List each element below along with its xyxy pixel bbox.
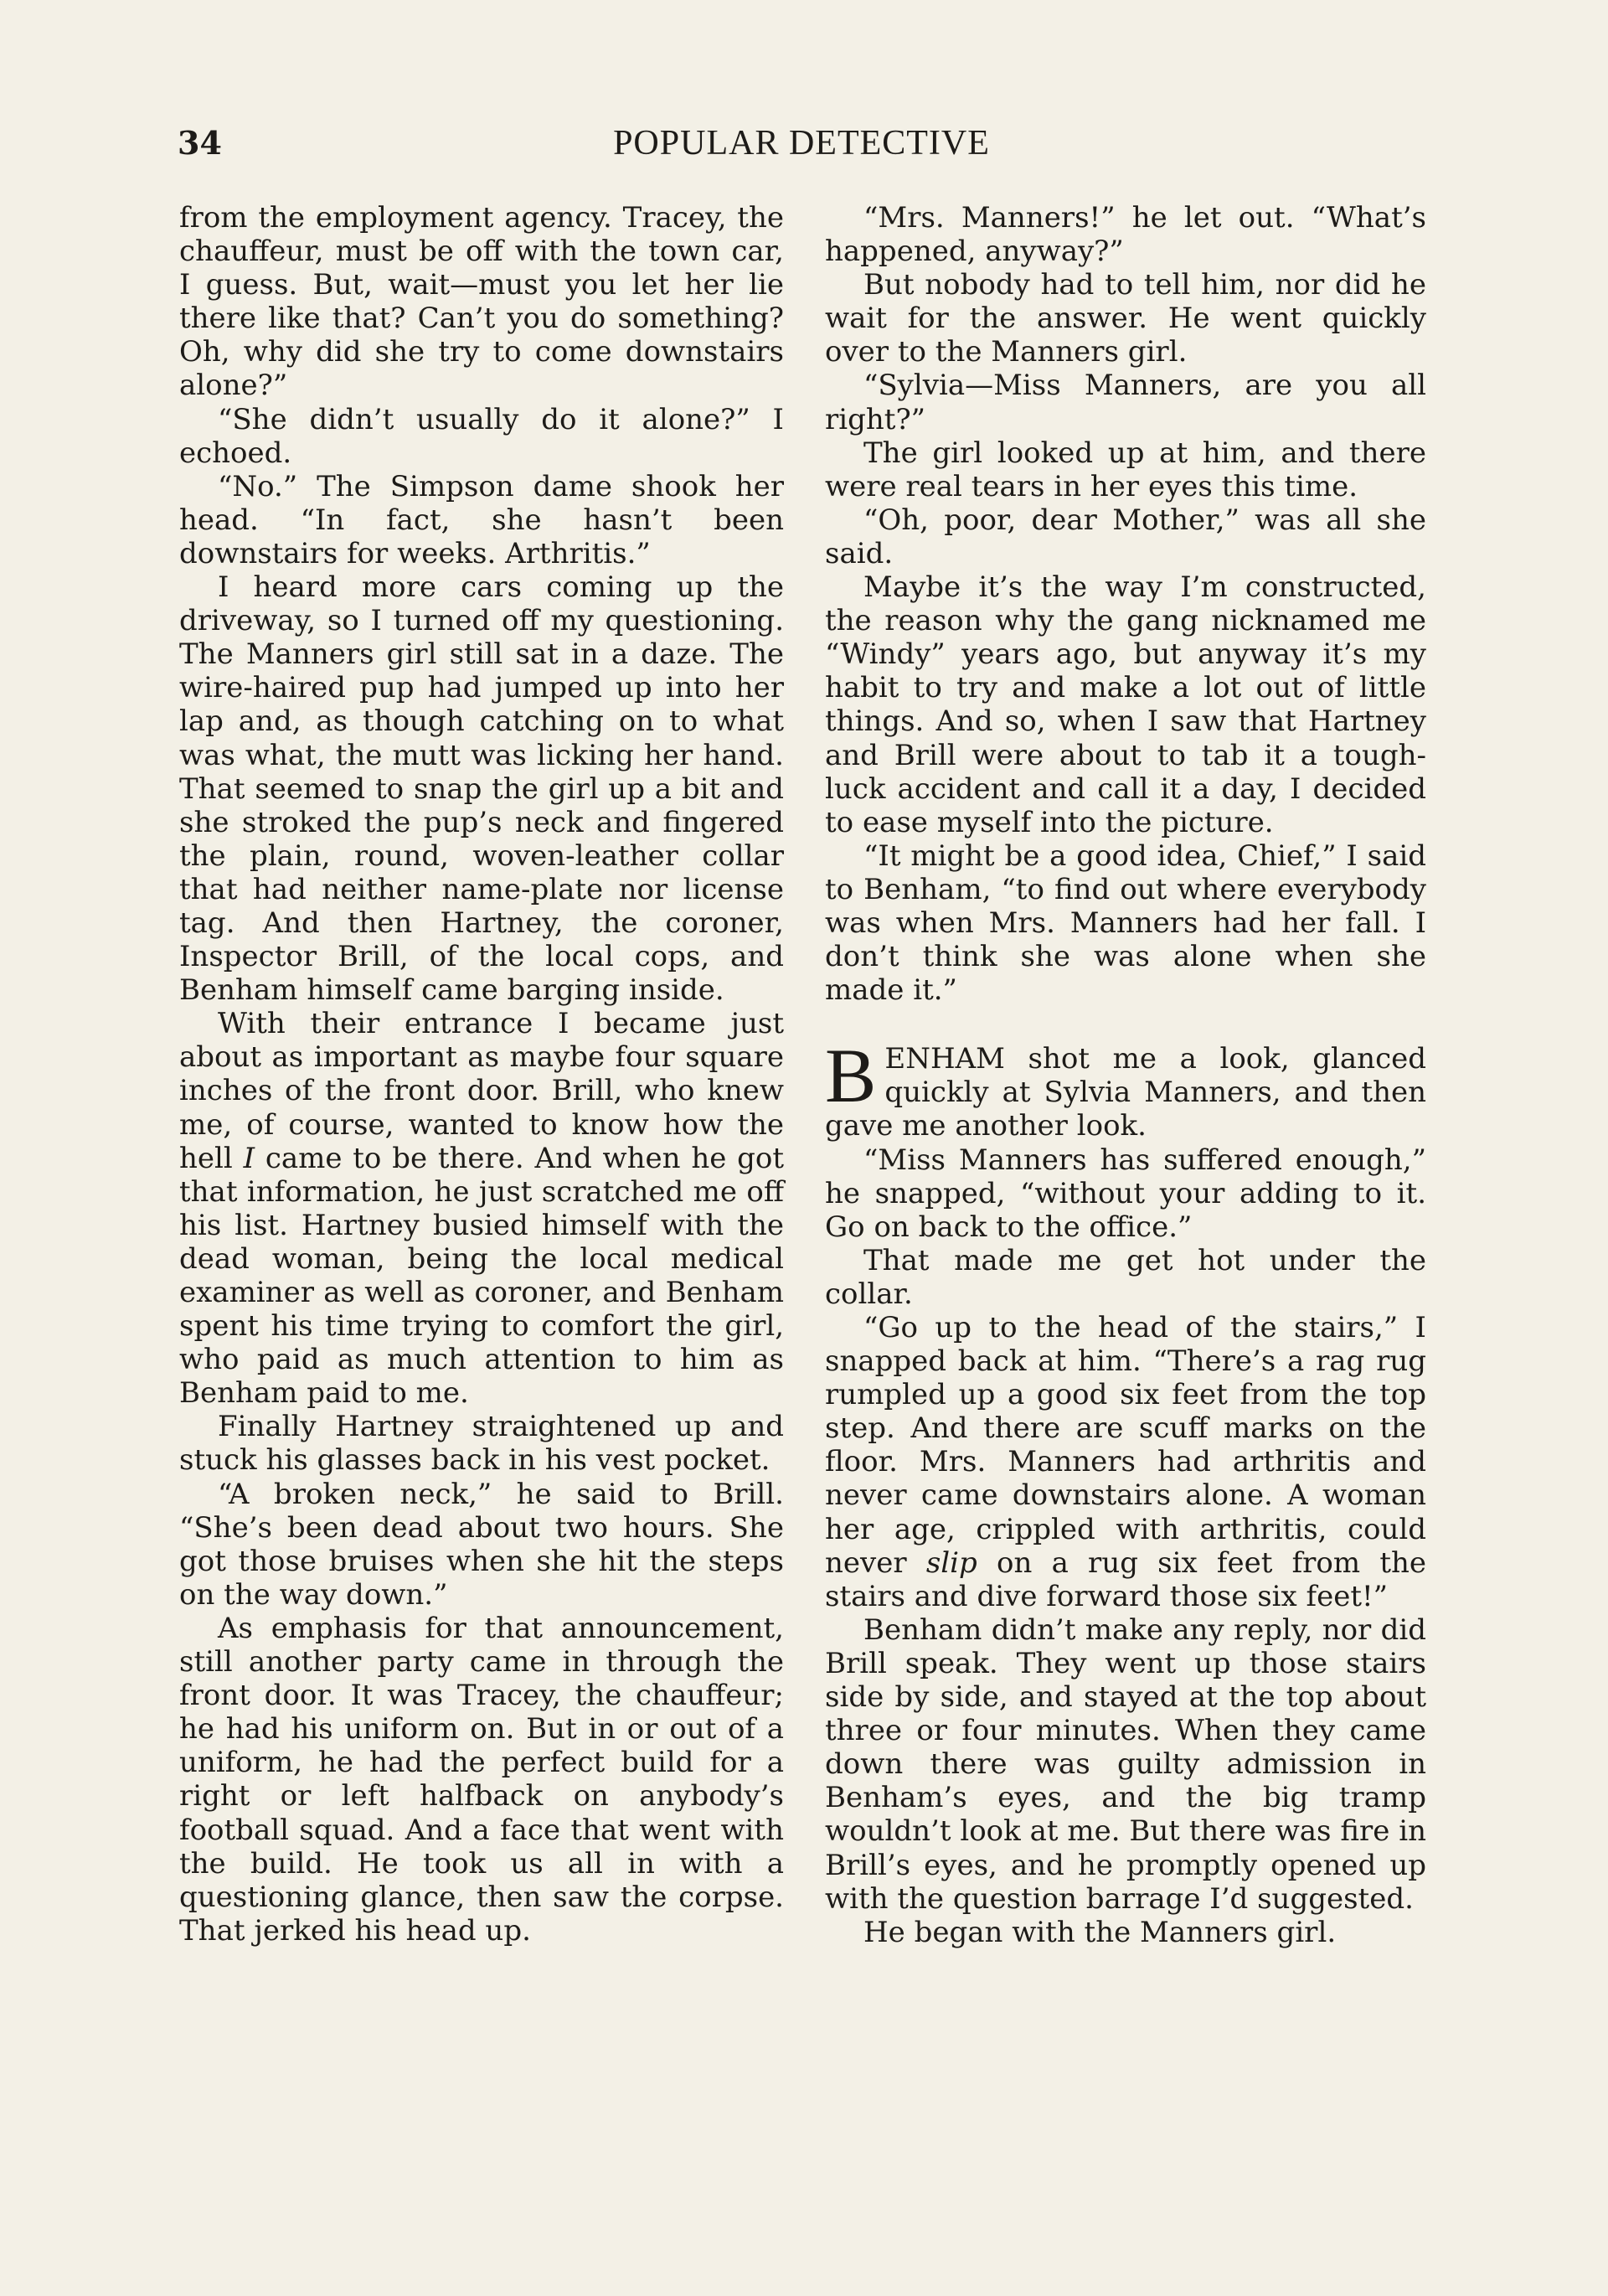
running-head: POPULAR DETECTIVE xyxy=(613,124,990,163)
small-caps-lead: ENHAM xyxy=(884,1042,1005,1076)
paragraph: He began with the Manners girl. xyxy=(863,1915,1337,1949)
text-run: on a rug six feet from the stairs and dive forward those six feet!” xyxy=(825,1545,1427,1613)
italic-word: slip xyxy=(925,1545,977,1580)
page-header xyxy=(178,122,1425,173)
paragraph: from the employment agency. Tracey, the chauffeur, must be off with the town car, I guess. But, wait—must you let her lie there like that? Can’t you do something? Oh, why did she try to come downstairs alone?” xyxy=(179,201,784,403)
paragraph: “It might be a good idea, Chief,” I said to Benham, “to find out where everybody was when Mrs. Manners had her fall. I don’t think she was alone when she made it.” xyxy=(825,838,1426,1008)
paragraph: “Sylvia—Miss Manners, are you all right?” xyxy=(825,369,1426,436)
paragraph: “A broken neck,” he said to Brill. “She’s been dead about two hours. She got those bruises when she hit the steps on the way down.” xyxy=(179,1477,784,1612)
paragraph: Maybe it’s the way I’m constructed, the reason why the gang nicknamed me “Windy” years ago, but anyway it’s my habit to try and make a lot out of little things. And so, when I saw that Hartney and Brill were about to tab it a tough-luck accident and call it a day, I decided to ease myself into the picture. xyxy=(825,570,1426,839)
paragraph: “No.” The Simpson dame shook her head. “In fact, she hasn’t been downstairs for weeks. Arthritis.” xyxy=(179,469,784,570)
paragraph xyxy=(825,1033,1426,1143)
italic-word: I xyxy=(243,1141,255,1175)
text-run: With their entrance I became just about as important as maybe four square inches of the front door. Brill, who knew me, of course, wanted to know how the hell xyxy=(179,1007,784,1175)
paragraph: That made me get hot under the collar. xyxy=(825,1243,1426,1311)
paragraph: I heard more cars coming up the driveway, so I turned off my questioning. The Manners girl still sat in a daze. The wire-haired pup had jumped up into her lap and, as though catching on to what was what, the mutt was licking her hand. That seemed to snap the girl up a bit and she stroked the pup’s neck and fingered the plain, round, woven-leather collar that had neither name-plate nor license tag. And then Hartney, the coroner, Inspector Brill, of the local cops, and Benham himself came barging inside. xyxy=(179,570,784,1008)
section-break xyxy=(825,1007,1426,1042)
paragraph xyxy=(179,1007,784,1410)
paragraph: As emphasis for that announcement, still another party came in through the front door. It was Tracey, the chauffeur; he had his uniform on. But in or out of a uniform, he had the perfect build for a right or left halfback on anybody’s football squad. And a face that went with the build. He took us all in with a questioning glance, then saw the corpse. That jerked his head up. xyxy=(179,1611,784,1948)
text-run: shot me a look, glanced quickly at Sylvia Manners, and then gave me another look. xyxy=(825,1042,1426,1143)
paragraph: “Oh, poor, dear Mother,” was all she said. xyxy=(825,503,1426,570)
drop-cap: B xyxy=(825,1033,877,1119)
paragraph: Benham didn’t make any reply, nor did Brill speak. They went up those stairs side by side, and stayed at the top about three or four minutes. When they came down there was guilty admission in Benham’s eyes, and the big tramp wouldn’t look at me. But there was fire in Brill’s eyes, and he promptly opened up with the question barrage I’d suggested. xyxy=(825,1612,1426,1916)
paragraph: “Mrs. Manners!” he let out. “What’s happened, anyway?” xyxy=(825,201,1426,269)
paragraph: The girl looked up at him, and there were real tears in her eyes this time. xyxy=(825,436,1426,503)
paragraph: “She didn’t usually do it alone?” I echoed. xyxy=(179,402,784,470)
paragraph: “Miss Manners has suffered enough,” he snapped, “without your adding to it. Go on back to the office.” xyxy=(825,1143,1426,1244)
text-run: came to be there. And when he got that information, he just scratched me off his list. Hartney busied himself with the dead woman, being the local medical examiner as well as coroner, and Benham spent his time trying to comfort the girl, who paid as much attention to him as Benham paid to me. xyxy=(179,1141,785,1411)
paragraph xyxy=(825,1311,1426,1613)
left-column xyxy=(179,201,784,1948)
text-run: “Go up to the head of the stairs,” I snapped back at him. “There’s a rag rug rumpled up a good six feet from the top step. And there are scuff marks on the floor. Mrs. Manners had arthritis and never came downstairs alone. A woman her age, crippled with arthritis, could never xyxy=(825,1311,1426,1580)
right-column xyxy=(825,201,1426,1949)
page-number: 34 xyxy=(178,124,222,162)
paragraph: But nobody had to tell him, nor did he wait for the answer. He went quickly over to the Manners girl. xyxy=(825,268,1426,369)
paragraph: Finally Hartney straightened up and stuck his glasses back in his vest pocket. xyxy=(179,1410,784,1478)
